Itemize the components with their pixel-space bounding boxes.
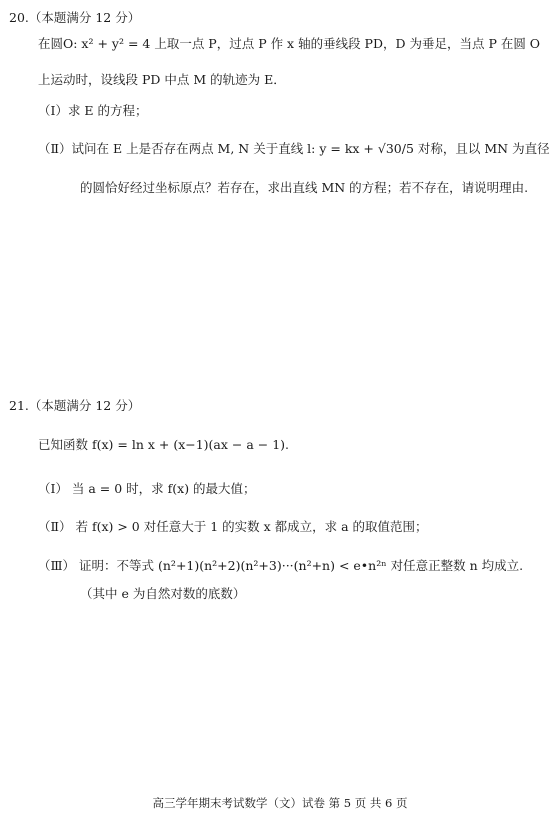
q21-part1: （Ⅰ） 当 a = 0 时，求 f(x) 的最大值；	[38, 481, 256, 496]
q20-part2-line1: （Ⅱ）试问在 E 上是否存在两点 M, N 关于直线 l: y = kx + √30/5 对称，且以 MN 为直径	[38, 141, 550, 156]
q21-part2: （Ⅱ） 若 f(x) > 0 对任意大于 1 的实数 x 都成立，求 a 的取值范围；	[38, 519, 428, 534]
page-footer: 高三学年期末考试数学（文）试卷 第 5 页 共 6 页	[152, 796, 408, 810]
q21-header: 21.（本题满分 12 分）	[9, 398, 141, 413]
q21-part3: （Ⅲ） 证明：不等式 (n²+1)(n²+2)(n²+3)···(n²+n) < e•n²ⁿ 对任意正整数 n 均成立.	[38, 558, 524, 573]
q21-part3-note: （其中 e 为自然对数的底数）	[80, 586, 246, 601]
q21-stem: 已知函数 f(x) = ln x + (x−1)(ax − a − 1).	[38, 437, 290, 452]
q20-stem-line2: 上运动时，设线段 PD 中点 M 的轨迹为 E．	[38, 72, 286, 87]
q20-part1: （Ⅰ）求 E 的方程；	[38, 103, 148, 118]
q20-header: 20.（本题满分 12 分）	[9, 10, 141, 25]
q20-part2-line2: 的圆恰好经过坐标原点？若存在，求出直线 MN 的方程；若不存在，请说明理由.	[80, 180, 529, 195]
q20-stem-line1: 在圆O: x² + y² = 4 上取一点 P，过点 P 作 x 轴的垂线段 PD，D 为垂足，当点 P 在圆 O	[38, 36, 541, 51]
